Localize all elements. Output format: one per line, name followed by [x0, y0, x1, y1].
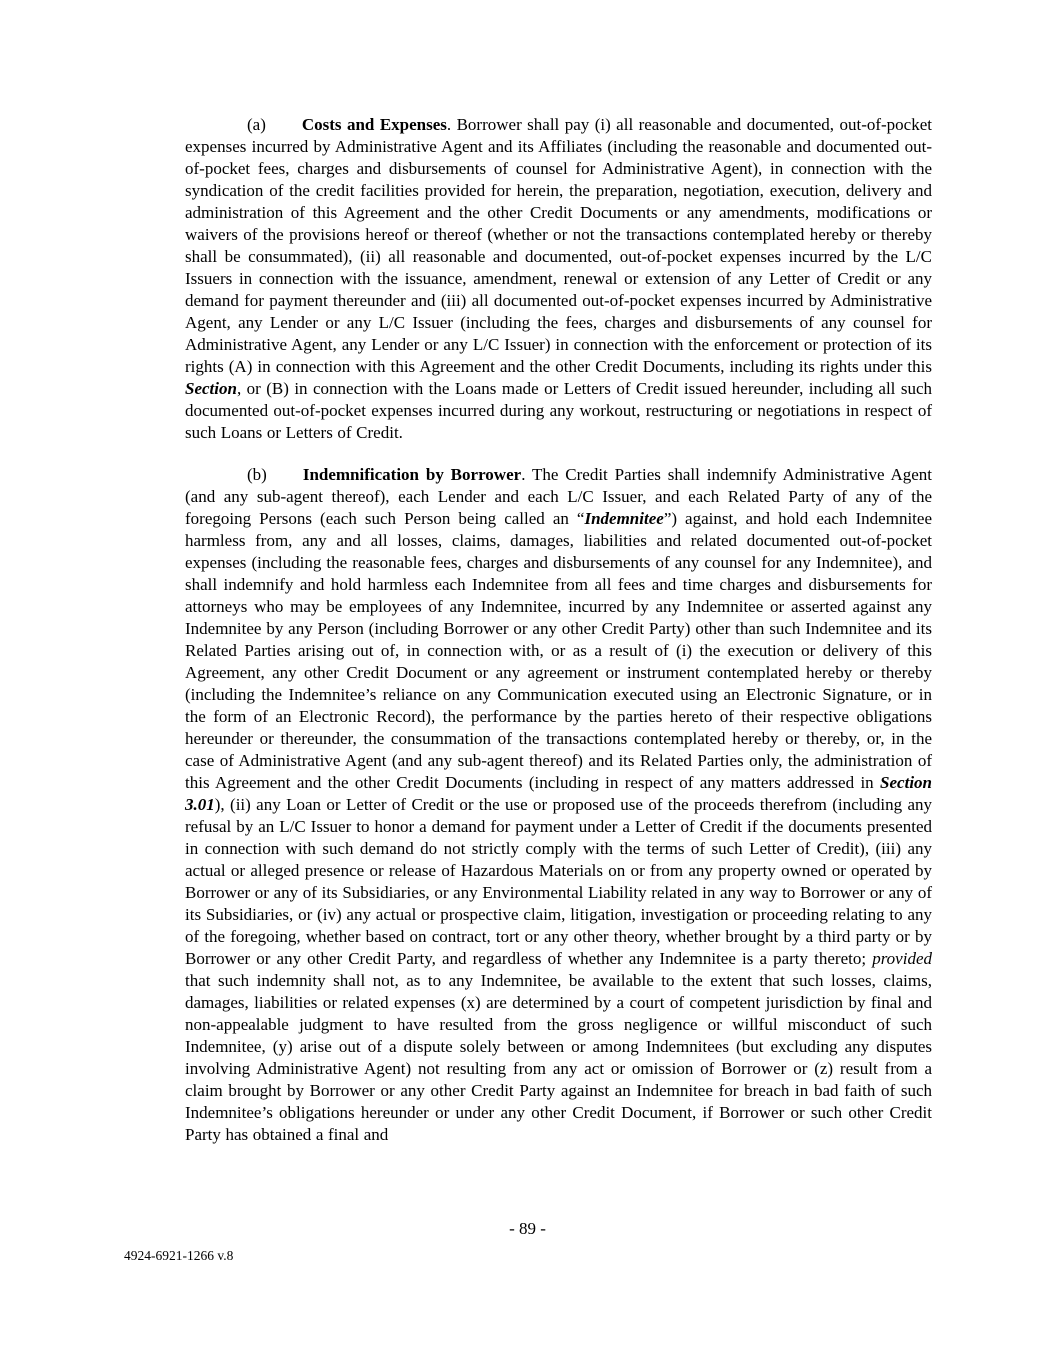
- heading-costs-and-expenses: Costs and Expenses: [301, 115, 447, 134]
- section-3-01-reference: Section 3.01: [185, 773, 932, 814]
- proviso-term: provided: [872, 949, 932, 968]
- defined-term-indemnitee: Indemnitee: [584, 509, 664, 528]
- body-text: . Borrower shall pay (i) all reasonable and documented, out-of-pocket expenses incurred by Administrative Agent and its Affiliates (including the reasonable and documented out-of-pocket fees, charges and disbursements of counsel for Administrative Agent), in connection with the syndication of the credit facilities provided for herein, the preparation, negotiation, execution, delivery and administration of this Agreement and the other Credit Documents or any amendments, modifications or waivers of the provisions hereof or thereof (whether or not the transactions contemplated hereby or thereby shall be consummated), (ii) all reasonable and documented, out-of-pocket expenses incurred by the L/C Issuers in connection with the issuance, amendment, renewal or extension of any Letter of Credit or any demand for payment thereunder and (iii) all documented out-of-pocket expenses incurred by Administrative Agent, any Lender or any L/C Issuer (including the fees, charges and disbursements of any counsel for Administrative Agent, any Lender or any L/C Issuer) in connection with the enforcement or protection of its rights (A) in connection with this Agreement and the other Credit Documents, including its rights under this: [185, 115, 932, 376]
- heading-indemnification-by-borrower: Indemnification by Borrower: [302, 465, 522, 484]
- paragraph-label: (a): [247, 115, 266, 134]
- document-body: [185, 114, 932, 1146]
- page-number: - 89 -: [509, 1219, 546, 1238]
- body-text: . The Credit Parties shall indemnify Administrative Agent (and any sub-agent thereof), each Lender and each L/C Issuer, and each Related Party of any of the foregoing Persons (each such Person being called an “: [185, 465, 932, 528]
- paragraph-label: (b): [247, 465, 267, 484]
- body-text: that such indemnity shall not, as to any Indemnitee, be available to the extent that such losses, claims, damages, liabilities or related expenses (x) are determined by a court of competent jurisdiction by final and non-appealable judgment to have resulted from the gross negligence or willful misconduct of such Indemnitee, (y) arise out of a dispute solely between or among Indemnitees (but excluding any disputes involving Administrative Agent) not resulting from any act or omission of Borrower or (z) result from a claim brought by Borrower or any other Credit Party against an Indemnitee for breach in bad faith of such Indemnitee’s obligations hereunder or under any other Credit Document, if Borrower or such other Credit Party has obtained a final and: [185, 971, 932, 1144]
- body-text: , or (B) in connection with the Loans made or Letters of Credit issued hereunder, including all such documented out-of-pocket expenses incurred during any workout, restructuring or negotiations in respect of such Loans or Letters of Credit.: [185, 379, 932, 442]
- document-id-footer: 4924-6921-1266 v.8: [124, 1248, 234, 1263]
- paragraph-indemnification-by-borrower: [185, 464, 932, 1146]
- paragraph-costs-and-expenses: [185, 114, 932, 444]
- section-reference: Section: [185, 379, 237, 398]
- body-text: ), (ii) any Loan or Letter of Credit or the use or proposed use of the proceeds therefrom (including any refusal by an L/C Issuer to honor a demand for payment under a Letter of Credit if the documents presented in connection with such demand do not strictly comply with the terms of such Letter of Credit), (iii) any actual or alleged presence or release of Hazardous Materials on or from any property owned or operated by Borrower or any of its Subsidiaries, or any Environmental Liability related in any way to Borrower or any of its Subsidiaries, or (iv) any actual or prospective claim, litigation, investigation or proceeding relating to any of the foregoing, whether based on contract, tort or any other theory, whether brought by a third party or by Borrower or any other Credit Party, and regardless of whether any Indemnitee is a party thereto;: [185, 795, 932, 968]
- body-text: ”) against, and hold each Indemnitee harmless from, any and all losses, claims, damages, liabilities and related documented out-of-pocket expenses (including the reasonable fees, charges and disbursements of any counsel for any Indemnitee), and shall indemnify and hold harmless each Indemnitee from all fees and time charges and disbursements for attorneys who may be employees of any Indemnitee, incurred by any Indemnitee or asserted against any Indemnitee by any Person (including Borrower or any other Credit Party) other than such Indemnitee and its Related Parties arising out of, in connection with, or as a result of (i) the execution or delivery of this Agreement, any other Credit Document or any agreement or instrument contemplated hereby or thereby (including the Indemnitee’s reliance on any Communication executed using an Electronic Signature, or in the form of an Electronic Record), the performance by the parties hereto of their respective obligations hereunder or thereunder, the consummation of the transactions contemplated hereby or thereby, or, in the case of Administrative Agent (and any sub-agent thereof) and its Related Parties only, the administration of this Agreement and the other Credit Documents (including in respect of any matters addressed in: [185, 509, 932, 792]
